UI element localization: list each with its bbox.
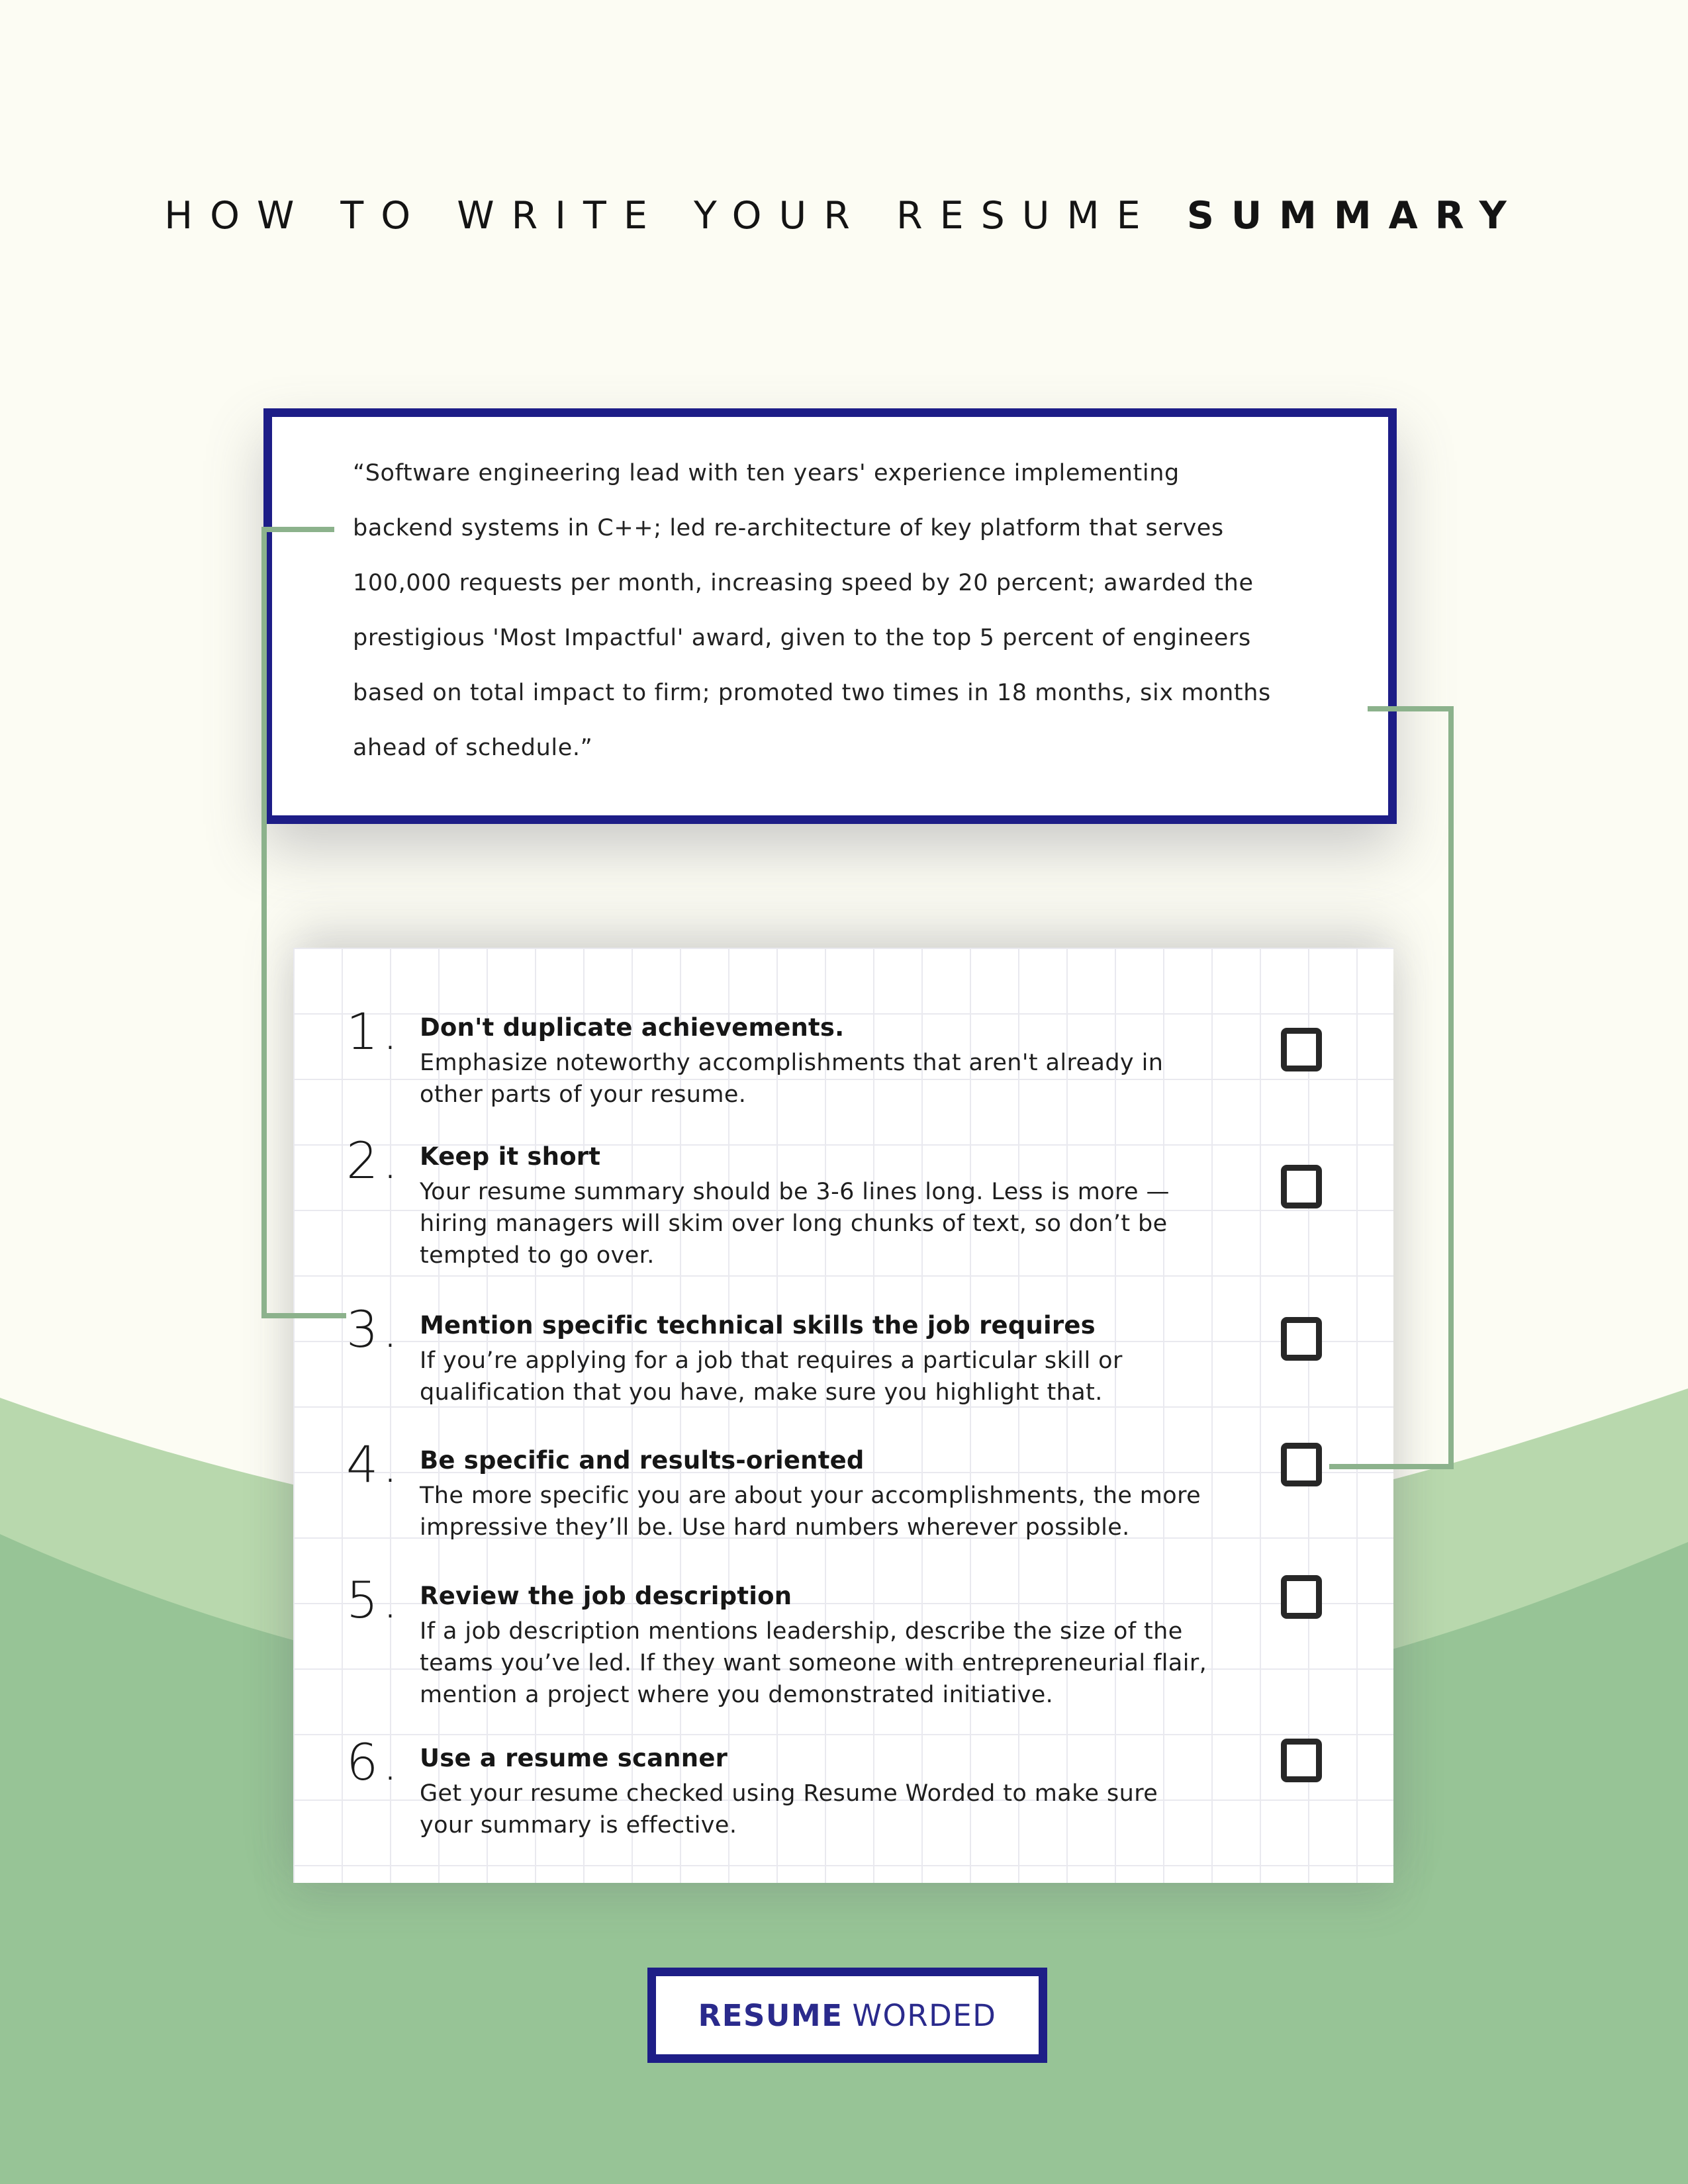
- item-body-line: Emphasize noteworthy accomplishments that aren't already in: [420, 1050, 1164, 1076]
- item-body-line: If a job description mentions leadership, describe the size of the: [420, 1618, 1183, 1645]
- item-body-line: mention a project where you demonstrated initiative.: [420, 1682, 1054, 1708]
- resume-worded-logo[interactable]: [647, 1968, 1047, 2063]
- page-title: [0, 194, 1688, 238]
- item-body-line: other parts of your resume.: [420, 1081, 747, 1108]
- item-body-line: teams you’ve led. If they want someone with entrepreneurial flair,: [420, 1650, 1207, 1676]
- item-body-line: your summary is effective.: [420, 1812, 737, 1839]
- item-number: 5.: [346, 1570, 402, 1629]
- logo-text-bold: RESUME: [698, 1997, 843, 2033]
- item-body-line: The more specific you are about your accomplishments, the more: [420, 1482, 1201, 1509]
- item-body-line: tempted to go over.: [420, 1242, 655, 1269]
- item-title: Don't duplicate achievements.: [420, 1013, 845, 1042]
- item-number: 4.: [346, 1435, 402, 1494]
- checklist-item-3: [346, 1300, 1293, 1408]
- quote-line: “Software engineering lead with ten years' experience implementing: [353, 460, 1180, 486]
- page-title-bold: SUMMARY: [1186, 194, 1524, 238]
- logo-text-regular: WORDED: [852, 1997, 997, 2033]
- checklist-item-6: [346, 1733, 1293, 1841]
- item-number: 1.: [346, 1002, 402, 1061]
- page-title-regular: HOW TO WRITE YOUR RESUME: [164, 194, 1158, 238]
- checkbox-item-5[interactable]: [1281, 1575, 1322, 1619]
- item-title: Mention specific technical skills the job requires: [420, 1311, 1096, 1340]
- item-body-line: impressive they’ll be. Use hard numbers wherever possible.: [420, 1514, 1130, 1541]
- checklist-panel: [293, 948, 1393, 1883]
- quote-line: ahead of schedule.”: [353, 735, 593, 761]
- checklist-item-4: [346, 1435, 1293, 1543]
- checklist-item-5: [346, 1570, 1293, 1711]
- item-title: Be specific and results-oriented: [420, 1446, 865, 1475]
- item-body-line: Your resume summary should be 3-6 lines long. Less is more —: [420, 1179, 1170, 1205]
- item-body-line: qualification that you have, make sure you highlight that.: [420, 1379, 1103, 1406]
- item-title: Keep it short: [420, 1142, 601, 1171]
- quote-line: based on total impact to firm; promoted two times in 18 months, six months: [353, 680, 1271, 706]
- item-body-line: Get your resume checked using Resume Worded to make sure: [420, 1780, 1158, 1807]
- quote-line: 100,000 requests per month, increasing speed by 20 percent; awarded the: [353, 570, 1254, 596]
- checkbox-item-6[interactable]: [1281, 1739, 1322, 1782]
- checkbox-item-4[interactable]: [1281, 1443, 1322, 1486]
- checklist-item-1: [346, 1002, 1293, 1111]
- item-body-line: If you’re applying for a job that requires a particular skill or: [420, 1347, 1123, 1374]
- checklist-item-2: [346, 1131, 1293, 1271]
- checkbox-item-3[interactable]: [1281, 1317, 1322, 1361]
- resume-summary-example-box: [263, 408, 1397, 824]
- item-number: 2.: [346, 1131, 402, 1190]
- item-title: Use a resume scanner: [420, 1744, 728, 1772]
- checkbox-item-2[interactable]: [1281, 1165, 1322, 1208]
- item-body-line: hiring managers will skim over long chunks of text, so don’t be: [420, 1210, 1168, 1237]
- item-number: 3.: [346, 1300, 402, 1359]
- item-number: 6.: [346, 1733, 402, 1792]
- item-title: Review the job description: [420, 1582, 792, 1610]
- quote-line: prestigious 'Most Impactful' award, given to the top 5 percent of engineers: [353, 625, 1251, 651]
- quote-line: backend systems in C++; led re-architecture of key platform that serves: [353, 515, 1224, 541]
- checkbox-item-1[interactable]: [1281, 1028, 1322, 1071]
